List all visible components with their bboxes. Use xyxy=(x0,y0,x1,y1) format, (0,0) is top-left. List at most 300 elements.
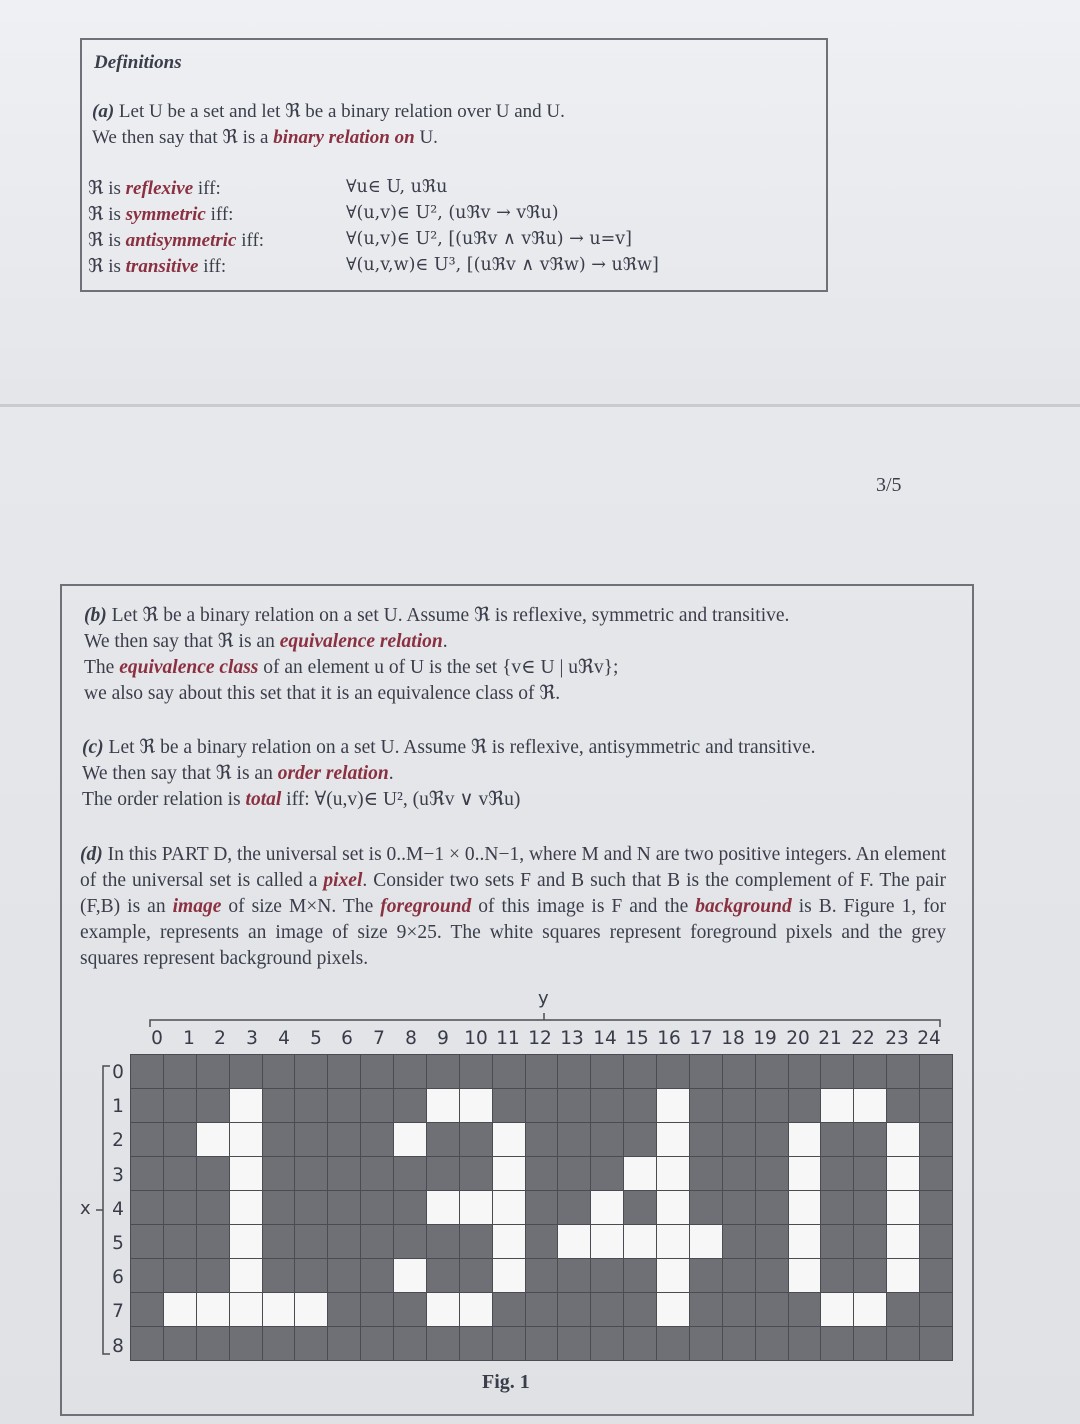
background-pixel xyxy=(130,1224,164,1259)
background-pixel xyxy=(294,1054,328,1089)
foreground-pixel xyxy=(294,1292,328,1327)
background-pixel xyxy=(163,1326,197,1361)
background-pixel xyxy=(853,1156,887,1191)
foreground-pixel xyxy=(853,1292,887,1327)
background-pixel xyxy=(262,1190,296,1225)
term-transitive: transitive xyxy=(125,256,199,277)
background-pixel xyxy=(820,1258,854,1293)
background-pixel xyxy=(393,1156,427,1191)
background-pixel xyxy=(262,1258,296,1293)
column-label: 14 xyxy=(593,1028,617,1049)
background-pixel xyxy=(853,1326,887,1361)
row-label: 8 xyxy=(112,1335,124,1357)
definitions-heading: Definitions xyxy=(94,52,182,73)
foreground-pixel xyxy=(656,1224,690,1259)
background-pixel xyxy=(130,1088,164,1123)
background-pixel xyxy=(196,1054,230,1089)
background-pixel xyxy=(689,1292,723,1327)
background-pixel xyxy=(426,1122,460,1157)
background-pixel xyxy=(689,1190,723,1225)
foreground-pixel xyxy=(820,1292,854,1327)
column-label: 8 xyxy=(405,1028,417,1049)
row-label: 7 xyxy=(112,1301,124,1323)
column-label: 4 xyxy=(278,1028,290,1049)
background-pixel xyxy=(623,1326,657,1361)
foreground-pixel xyxy=(163,1292,197,1327)
column-label: 18 xyxy=(721,1028,745,1049)
background-pixel xyxy=(327,1224,361,1259)
foreground-pixel xyxy=(229,1190,263,1225)
background-pixel xyxy=(557,1156,591,1191)
background-pixel xyxy=(623,1292,657,1327)
background-pixel xyxy=(557,1088,591,1123)
background-pixel xyxy=(755,1122,789,1157)
row-label: 6 xyxy=(112,1267,124,1289)
background-pixel xyxy=(590,1088,624,1123)
background-pixel xyxy=(459,1258,493,1293)
background-pixel xyxy=(163,1054,197,1089)
foreground-pixel xyxy=(656,1190,690,1225)
background-pixel xyxy=(262,1326,296,1361)
foreground-pixel xyxy=(492,1122,526,1157)
term-symmetric: symmetric xyxy=(125,204,206,225)
background-pixel xyxy=(886,1326,920,1361)
foreground-pixel xyxy=(426,1292,460,1327)
foreground-pixel xyxy=(788,1258,822,1293)
term-foreground: foreground xyxy=(380,896,472,917)
background-pixel xyxy=(525,1156,559,1191)
background-pixel xyxy=(656,1054,690,1089)
background-pixel xyxy=(525,1326,559,1361)
part-d-text: . Consider two sets F and B such that B is the complement of F. The pair (F,B) is an xyxy=(80,870,946,917)
background-pixel xyxy=(689,1122,723,1157)
background-pixel xyxy=(820,1122,854,1157)
part-b-post: of an element u of U is the set {v∈ U | uℜv}; xyxy=(258,657,619,678)
background-pixel xyxy=(886,1088,920,1123)
background-pixel xyxy=(853,1224,887,1259)
part-c-pre: We then say that ℜ is an xyxy=(82,763,278,784)
foreground-pixel xyxy=(886,1156,920,1191)
foreground-pixel xyxy=(689,1224,723,1259)
foreground-pixel xyxy=(393,1258,427,1293)
background-pixel xyxy=(919,1190,953,1225)
background-pixel xyxy=(919,1054,953,1089)
background-pixel xyxy=(623,1190,657,1225)
definition-a-label: (a) xyxy=(92,101,115,122)
foreground-pixel xyxy=(820,1088,854,1123)
background-pixel xyxy=(689,1326,723,1361)
background-pixel xyxy=(360,1258,394,1293)
formula-symmetric: ∀(u,v)∈ U², (uℜv → vℜu) xyxy=(346,203,559,223)
background-pixel xyxy=(722,1054,756,1089)
background-pixel xyxy=(130,1122,164,1157)
foreground-pixel xyxy=(229,1088,263,1123)
background-pixel xyxy=(327,1258,361,1293)
foreground-pixel xyxy=(557,1224,591,1259)
part-c-label: (c) xyxy=(82,737,104,758)
column-label: 0 xyxy=(151,1028,163,1049)
part-d-label: (d) xyxy=(80,844,103,865)
background-pixel xyxy=(294,1258,328,1293)
property-pre: ℜ is xyxy=(88,204,126,225)
background-pixel xyxy=(393,1054,427,1089)
term-pixel: pixel xyxy=(323,870,363,891)
background-pixel xyxy=(525,1122,559,1157)
foreground-pixel xyxy=(788,1122,822,1157)
background-pixel xyxy=(689,1054,723,1089)
background-pixel xyxy=(196,1326,230,1361)
column-label: 23 xyxy=(885,1028,909,1049)
background-pixel xyxy=(426,1156,460,1191)
part-b-line4: we also say about this set that it is an equivalence class of ℜ. xyxy=(84,683,561,704)
foreground-pixel xyxy=(656,1088,690,1123)
background-pixel xyxy=(722,1224,756,1259)
background-pixel xyxy=(327,1054,361,1089)
property-pre: ℜ is xyxy=(88,256,126,277)
background-pixel xyxy=(262,1156,296,1191)
background-pixel xyxy=(590,1326,624,1361)
property-pre: ℜ is xyxy=(88,178,126,199)
term-total: total xyxy=(245,789,282,810)
column-label: 21 xyxy=(818,1028,842,1049)
part-b-pre: We then say that ℜ is an xyxy=(84,631,280,652)
definition-a-text: Let U be a set and let ℜ be a binary relation over U and U. xyxy=(114,101,565,122)
background-pixel xyxy=(163,1190,197,1225)
background-pixel xyxy=(755,1054,789,1089)
foreground-pixel xyxy=(229,1224,263,1259)
background-pixel xyxy=(459,1054,493,1089)
background-pixel xyxy=(525,1292,559,1327)
background-pixel xyxy=(755,1190,789,1225)
row-label: 5 xyxy=(112,1233,124,1254)
background-pixel xyxy=(820,1190,854,1225)
foreground-pixel xyxy=(886,1224,920,1259)
background-pixel xyxy=(130,1156,164,1191)
background-pixel xyxy=(590,1292,624,1327)
background-pixel xyxy=(722,1326,756,1361)
background-pixel xyxy=(360,1326,394,1361)
formula-transitive: ∀(u,v,w)∈ U³, [(uℜv ∧ vℜw) → uℜw] xyxy=(346,255,659,275)
part-c-post: . xyxy=(388,763,394,784)
part-d-text: of size M×N. The xyxy=(221,896,381,917)
background-pixel xyxy=(689,1258,723,1293)
foreground-pixel xyxy=(623,1156,657,1191)
column-label: 10 xyxy=(464,1028,488,1049)
background-pixel xyxy=(722,1088,756,1123)
term-order-relation: order relation xyxy=(277,763,389,784)
background-pixel xyxy=(426,1054,460,1089)
part-c-pre: The order relation is xyxy=(82,789,246,810)
definition-a-pre: We then say that ℜ is a xyxy=(92,127,274,148)
background-pixel xyxy=(689,1156,723,1191)
background-pixel xyxy=(360,1156,394,1191)
background-pixel xyxy=(722,1156,756,1191)
column-label: 5 xyxy=(310,1028,322,1049)
background-pixel xyxy=(360,1088,394,1123)
column-label: 12 xyxy=(528,1028,552,1049)
foreground-pixel xyxy=(492,1224,526,1259)
background-pixel xyxy=(426,1224,460,1259)
y-axis-bracket xyxy=(150,1020,940,1027)
foreground-pixel xyxy=(229,1122,263,1157)
foreground-pixel xyxy=(886,1258,920,1293)
background-pixel xyxy=(689,1088,723,1123)
background-pixel xyxy=(294,1088,328,1123)
foreground-pixel xyxy=(229,1292,263,1327)
background-pixel xyxy=(525,1224,559,1259)
background-pixel xyxy=(590,1054,624,1089)
row-label: 1 xyxy=(112,1096,124,1118)
pixel-grid xyxy=(130,1054,952,1360)
foreground-pixel xyxy=(788,1156,822,1191)
background-pixel xyxy=(919,1292,953,1327)
background-pixel xyxy=(755,1326,789,1361)
foreground-pixel xyxy=(426,1088,460,1123)
background-pixel xyxy=(130,1326,164,1361)
part-c-text: Let ℜ be a binary relation on a set U. Assume ℜ is reflexive, antisymmetric and transitive. xyxy=(103,737,816,758)
background-pixel xyxy=(393,1088,427,1123)
background-pixel xyxy=(492,1088,526,1123)
term-antisymmetric: antisymmetric xyxy=(125,230,237,251)
background-pixel xyxy=(130,1292,164,1327)
background-pixel xyxy=(492,1054,526,1089)
background-pixel xyxy=(196,1156,230,1191)
formula-reflexive: ∀u∈ U, uℜu xyxy=(346,177,448,197)
background-pixel xyxy=(853,1190,887,1225)
background-pixel xyxy=(327,1156,361,1191)
term-image: image xyxy=(172,896,222,917)
column-label: 24 xyxy=(917,1028,941,1049)
background-pixel xyxy=(130,1190,164,1225)
background-pixel xyxy=(919,1122,953,1157)
background-pixel xyxy=(755,1292,789,1327)
background-pixel xyxy=(294,1156,328,1191)
background-pixel xyxy=(393,1190,427,1225)
background-pixel xyxy=(360,1292,394,1327)
background-pixel xyxy=(294,1122,328,1157)
part-b-post: . xyxy=(442,631,448,652)
foreground-pixel xyxy=(590,1224,624,1259)
background-pixel xyxy=(393,1326,427,1361)
definition-a-post: U. xyxy=(414,127,438,148)
background-pixel xyxy=(525,1088,559,1123)
background-pixel xyxy=(788,1326,822,1361)
row-label: 2 xyxy=(112,1130,124,1152)
foreground-pixel xyxy=(656,1156,690,1191)
background-pixel xyxy=(327,1292,361,1327)
column-label: 13 xyxy=(560,1028,584,1049)
term-binary-relation-on: binary relation on xyxy=(273,127,415,148)
foreground-pixel xyxy=(196,1292,230,1327)
foreground-pixel xyxy=(853,1088,887,1123)
background-pixel xyxy=(294,1224,328,1259)
foreground-pixel xyxy=(788,1190,822,1225)
foreground-pixel xyxy=(459,1088,493,1123)
background-pixel xyxy=(163,1088,197,1123)
foreground-pixel xyxy=(886,1122,920,1157)
background-pixel xyxy=(623,1122,657,1157)
background-pixel xyxy=(788,1088,822,1123)
page-number: 3/5 xyxy=(876,474,902,496)
background-pixel xyxy=(229,1054,263,1089)
column-label: 16 xyxy=(657,1028,681,1049)
background-pixel xyxy=(262,1224,296,1259)
foreground-pixel xyxy=(459,1292,493,1327)
foreground-pixel xyxy=(788,1224,822,1259)
foreground-pixel xyxy=(229,1258,263,1293)
foreground-pixel xyxy=(196,1122,230,1157)
background-pixel xyxy=(163,1258,197,1293)
column-label: 6 xyxy=(341,1028,353,1049)
foreground-pixel xyxy=(426,1190,460,1225)
background-pixel xyxy=(393,1224,427,1259)
background-pixel xyxy=(294,1190,328,1225)
background-pixel xyxy=(788,1292,822,1327)
background-pixel xyxy=(525,1054,559,1089)
part-b-pre: The xyxy=(84,657,120,678)
background-pixel xyxy=(919,1224,953,1259)
background-pixel xyxy=(557,1292,591,1327)
term-equivalence-relation: equivalence relation xyxy=(279,631,443,652)
background-pixel xyxy=(919,1326,953,1361)
background-pixel xyxy=(623,1088,657,1123)
background-pixel xyxy=(557,1190,591,1225)
part-d-text: of this image is F and the xyxy=(471,896,696,917)
foreground-pixel xyxy=(262,1292,296,1327)
background-pixel xyxy=(755,1258,789,1293)
background-pixel xyxy=(196,1088,230,1123)
background-pixel xyxy=(755,1156,789,1191)
foreground-pixel xyxy=(656,1258,690,1293)
background-pixel xyxy=(525,1258,559,1293)
background-pixel xyxy=(426,1326,460,1361)
background-pixel xyxy=(853,1258,887,1293)
column-label: 15 xyxy=(625,1028,649,1049)
background-pixel xyxy=(130,1054,164,1089)
foreground-pixel xyxy=(656,1122,690,1157)
background-pixel xyxy=(919,1156,953,1191)
background-pixel xyxy=(459,1224,493,1259)
foreground-pixel xyxy=(656,1292,690,1327)
background-pixel xyxy=(886,1292,920,1327)
background-pixel xyxy=(755,1224,789,1259)
background-pixel xyxy=(820,1326,854,1361)
column-label: 22 xyxy=(851,1028,875,1049)
column-label: 2 xyxy=(214,1028,226,1049)
background-pixel xyxy=(755,1088,789,1123)
y-axis-name: y xyxy=(538,988,549,1009)
part-d-text: In this PART D, the universal set is 0..M−1 × 0..N−1, where M and N are two positive integers. An element of the universal set is called a xyxy=(80,844,946,891)
background-pixel xyxy=(623,1054,657,1089)
background-pixel xyxy=(294,1326,328,1361)
background-pixel xyxy=(262,1088,296,1123)
column-label: 19 xyxy=(753,1028,777,1049)
background-pixel xyxy=(360,1224,394,1259)
background-pixel xyxy=(426,1258,460,1293)
background-pixel xyxy=(492,1326,526,1361)
column-label: 7 xyxy=(373,1028,385,1049)
foreground-pixel xyxy=(229,1156,263,1191)
background-pixel xyxy=(327,1190,361,1225)
background-pixel xyxy=(492,1292,526,1327)
background-pixel xyxy=(853,1054,887,1089)
background-pixel xyxy=(820,1054,854,1089)
background-pixel xyxy=(360,1122,394,1157)
background-pixel xyxy=(163,1122,197,1157)
background-pixel xyxy=(820,1224,854,1259)
background-pixel xyxy=(886,1054,920,1089)
background-pixel xyxy=(130,1258,164,1293)
column-label: 3 xyxy=(246,1028,258,1049)
background-pixel xyxy=(557,1326,591,1361)
background-pixel xyxy=(327,1326,361,1361)
foreground-pixel xyxy=(492,1156,526,1191)
background-pixel xyxy=(327,1122,361,1157)
background-pixel xyxy=(196,1258,230,1293)
foreground-pixel xyxy=(886,1190,920,1225)
background-pixel xyxy=(722,1258,756,1293)
foreground-pixel xyxy=(459,1190,493,1225)
background-pixel xyxy=(262,1054,296,1089)
row-label: 3 xyxy=(112,1164,124,1186)
background-pixel xyxy=(327,1088,361,1123)
part-b-text: Let ℜ be a binary relation on a set U. Assume ℜ is reflexive, symmetric and transitive. xyxy=(106,605,790,626)
foreground-pixel xyxy=(590,1190,624,1225)
background-pixel xyxy=(788,1054,822,1089)
column-label: 1 xyxy=(183,1028,195,1049)
background-pixel xyxy=(393,1292,427,1327)
part-b-label: (b) xyxy=(84,605,107,626)
part-c-post: iff: ∀(u,v)∈ U², (uℜv ∨ vℜu) xyxy=(281,789,521,810)
background-pixel xyxy=(525,1190,559,1225)
property-post: iff: xyxy=(198,256,227,277)
column-label: 17 xyxy=(689,1028,713,1049)
background-pixel xyxy=(360,1190,394,1225)
background-pixel xyxy=(196,1224,230,1259)
background-pixel xyxy=(590,1156,624,1191)
background-pixel xyxy=(459,1122,493,1157)
term-equivalence-class: equivalence class xyxy=(119,657,259,678)
background-pixel xyxy=(853,1122,887,1157)
background-pixel xyxy=(722,1190,756,1225)
column-label: 20 xyxy=(786,1028,810,1049)
background-pixel xyxy=(196,1190,230,1225)
background-pixel xyxy=(623,1258,657,1293)
property-post: iff: xyxy=(236,230,265,251)
background-pixel xyxy=(459,1326,493,1361)
background-pixel xyxy=(590,1258,624,1293)
background-pixel xyxy=(656,1326,690,1361)
background-pixel xyxy=(229,1326,263,1361)
row-label: 4 xyxy=(112,1198,124,1220)
background-pixel xyxy=(459,1156,493,1191)
background-pixel xyxy=(360,1054,394,1089)
term-reflexive: reflexive xyxy=(125,178,194,199)
background-pixel xyxy=(163,1156,197,1191)
row-label: 0 xyxy=(112,1062,124,1083)
property-pre: ℜ is xyxy=(88,230,126,251)
property-post: iff: xyxy=(193,178,221,199)
foreground-pixel xyxy=(393,1122,427,1157)
foreground-pixel xyxy=(492,1258,526,1293)
term-background: background xyxy=(695,896,792,917)
background-pixel xyxy=(919,1088,953,1123)
property-post: iff: xyxy=(205,204,234,225)
formula-antisymmetric: ∀(u,v)∈ U², [(uℜv ∧ vℜu) → u=v] xyxy=(346,229,632,249)
foreground-pixel xyxy=(623,1224,657,1259)
background-pixel xyxy=(722,1122,756,1157)
background-pixel xyxy=(557,1054,591,1089)
